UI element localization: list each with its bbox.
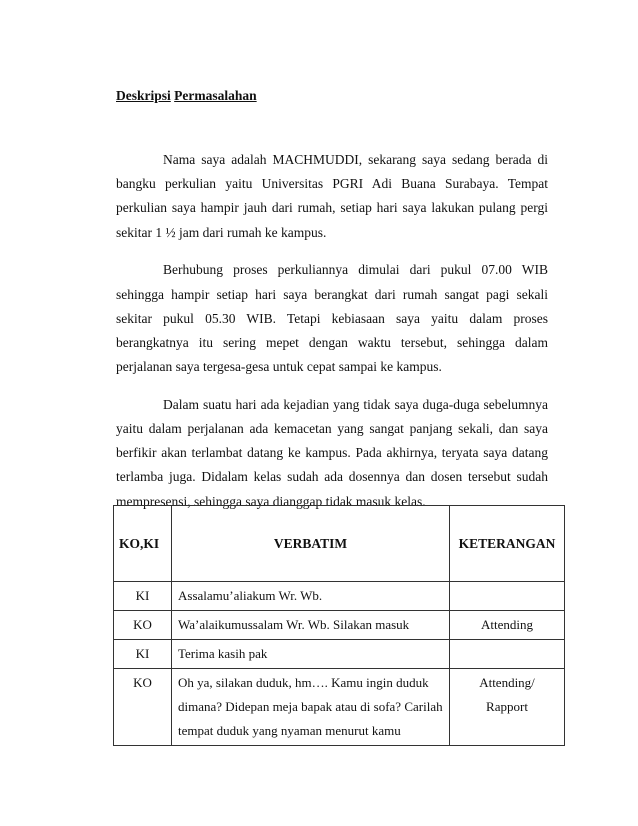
heading-word-permasalahan: Permasalahan xyxy=(174,88,257,103)
header-keterangan: KETERANGAN xyxy=(450,506,565,582)
table-header-row xyxy=(114,506,565,582)
paragraph-1: Nama saya adalah MACHMUDDI, sekarang saya sedang berada di bangku perkulian yaitu Universitas PGRI Adi Buana Surabaya. Tempat perkulian saya hampir jauh dari rumah, setiap hari saya lakukan pulang pergi sekitar 1 ½ jam dari rumah ke kampus. xyxy=(116,152,548,240)
verbatim-table xyxy=(113,505,565,746)
table-row xyxy=(114,640,565,669)
speaker-cell: KI xyxy=(114,640,172,669)
verbatim-cell: Oh ya, silakan duduk, hm…. Kamu ingin duduk dimana? Didepan meja bapak atau di sofa? Carilah tempat duduk yang nyaman menurut kamu xyxy=(172,669,450,746)
header-verbatim: VERBATIM xyxy=(172,506,450,582)
keterangan-cell: Attending xyxy=(450,611,565,640)
paragraph-2: Berhubung proses perkuliannya dimulai dari pukul 07.00 WIB sehingga hampir setiap hari saya berangkat dari rumah sangat pagi sekali sekitar pukul 05.30 WIB. Tetapi kebiasaan saya yaitu dalam proses berangkatnya itu sering mepet dengan waktu tersebut, sehingga dalam perjalanan saya tergesa-gesa untuk cepat sampai ke kampus. xyxy=(116,262,548,375)
verbatim-cell: Terima kasih pak xyxy=(172,640,450,669)
heading-word-deskripsi: Deskripsi xyxy=(116,88,171,103)
keterangan-line-2: Rapport xyxy=(486,699,528,714)
keterangan-cell xyxy=(450,669,565,746)
table-row xyxy=(114,669,565,746)
verbatim-cell: Wa’alaikumussalam Wr. Wb. Silakan masuk xyxy=(172,611,450,640)
speaker-cell: KI xyxy=(114,582,172,611)
table-row xyxy=(114,611,565,640)
keterangan-cell xyxy=(450,640,565,669)
keterangan-line-1: Attending/ xyxy=(479,675,535,690)
section-heading xyxy=(116,88,257,104)
table-row xyxy=(114,582,565,611)
paragraph-3: Dalam suatu hari ada kejadian yang tidak saya duga-duga sebelumnya yaitu dalam perjalanan ada kemacetan yang sangat panjang sekali, dan saya berfikir akan terlambat datang ke kampus. Pada akhirnya, teryata saya datang terlamba juga. Didalam kelas sudah ada dosennya dan dosen tersebut sudah mempresensi, sehingga saya dianggap tidak masuk kelas. xyxy=(116,396,548,509)
keterangan-cell xyxy=(450,582,565,611)
verbatim-cell: Assalamu’aliakum Wr. Wb. xyxy=(172,582,450,611)
problem-description xyxy=(116,148,548,527)
speaker-cell: KO xyxy=(114,611,172,640)
header-ko-ki: KO,KI xyxy=(114,506,172,582)
speaker-cell: KO xyxy=(114,669,172,746)
